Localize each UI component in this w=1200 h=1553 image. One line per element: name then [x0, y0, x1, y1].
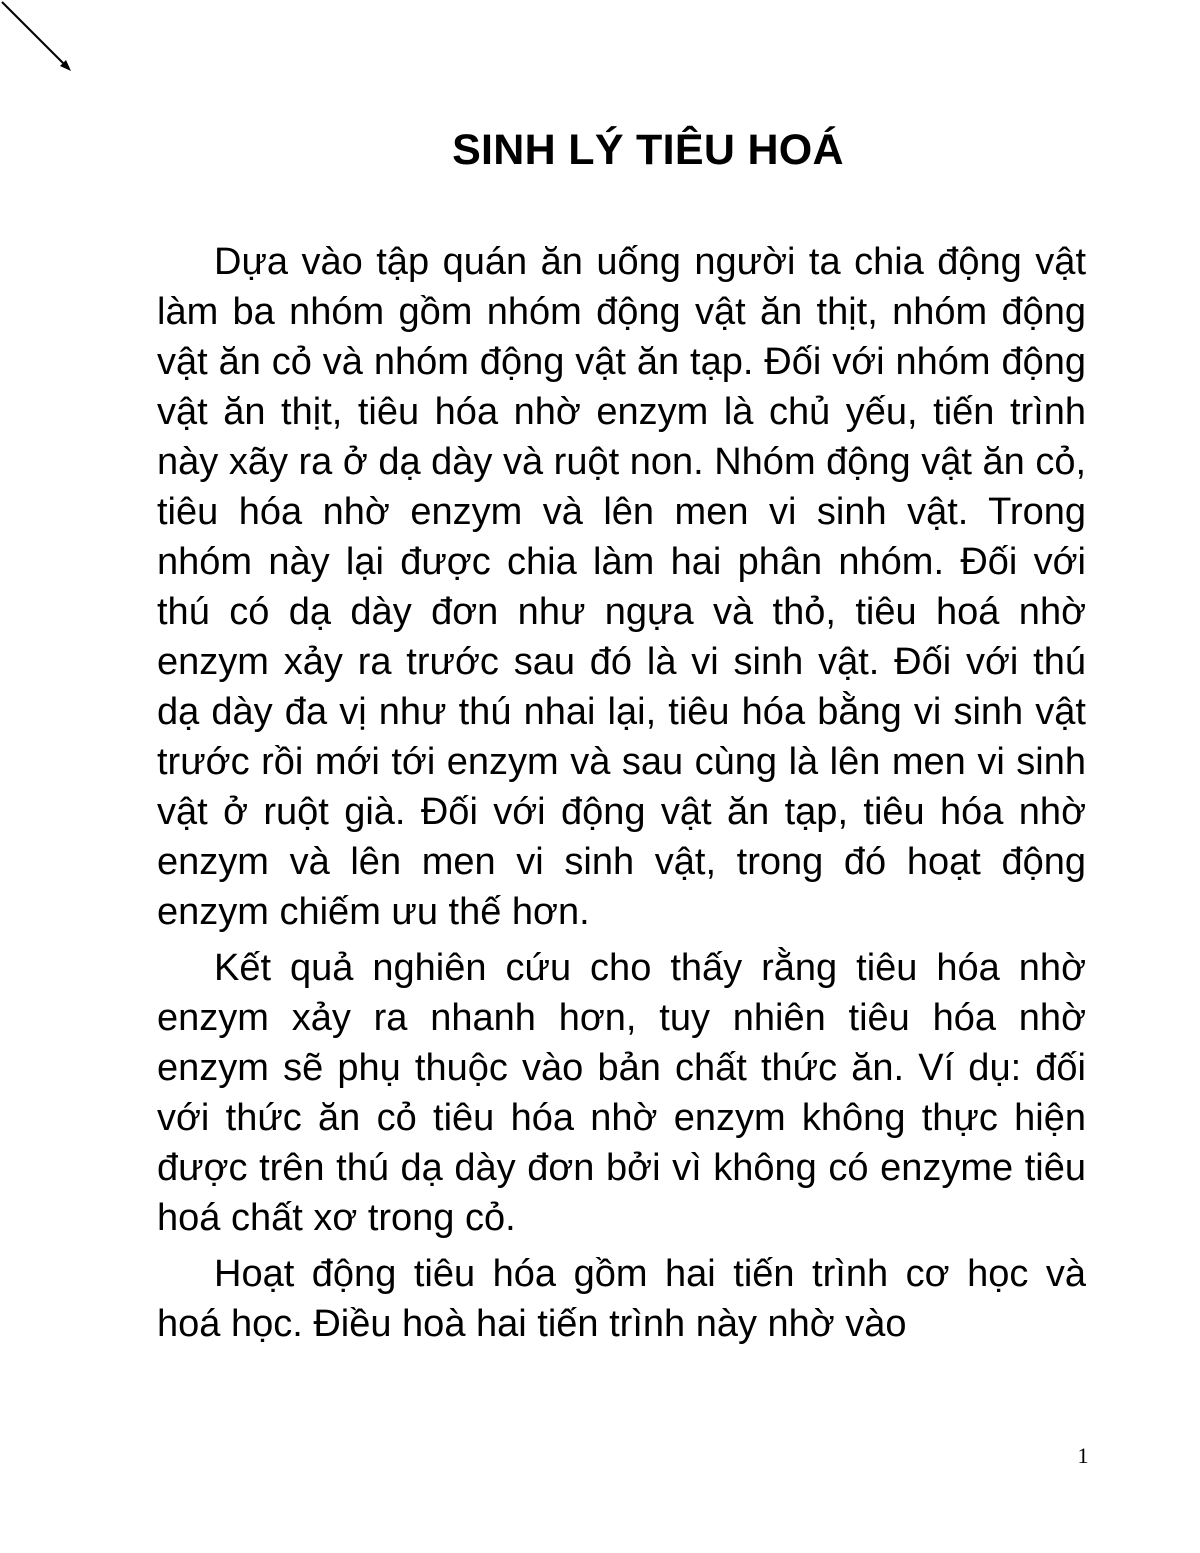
- body-text: [157, 237, 1086, 1355]
- diagonal-arrow-icon: [0, 0, 80, 80]
- paragraph-2: Kết quả nghiên cứu cho thấy rằng tiêu hóa nhờ enzym xảy ra nhanh hơn, tuy nhiên tiêu hóa nhờ enzym sẽ phụ thuộc vào bản chất thức ăn. Ví dụ: đối với thức ăn cỏ tiêu hóa nhờ enzym không thực hiện được trên thú dạ dày đơn bởi vì không có enzyme tiêu hoá chất xơ trong cỏ.: [157, 947, 1086, 1239]
- paragraph-1: Dựa vào tập quán ăn uống người ta chia động vật làm ba nhóm gồm nhóm động vật ăn thịt, nhóm động vật ăn cỏ và nhóm động vật ăn tạp. Đối với nhóm động vật ăn thịt, tiêu hóa nhờ enzym là chủ yếu, tiến trình này xãy ra ở dạ dày và ruột non. Nhóm động vật ăn cỏ, tiêu hóa nhờ enzym và lên men vi sinh vật. Trong nhóm này lại được chia làm hai phân nhóm. Đối với thú có dạ dày đơn như ngựa và thỏ, tiêu hoá nhờ enzym xảy ra trước sau đó là vi sinh vật. Đối với thú dạ dày đa vị như thú nhai lại, tiêu hóa bằng vi sinh vật trước rồi mới tới enzym và sau cùng là lên men vi sinh vật ở ruột già. Đối với động vật ăn tạp, tiêu hóa nhờ enzym và lên men vi sinh vật, trong đó hoạt động enzym chiếm ưu thế hơn.: [157, 241, 1087, 933]
- page-number: 1: [1077, 1443, 1089, 1468]
- paragraph-3: Hoạt động tiêu hóa gồm hai tiến trình cơ học và hoá học. Điều hoà hai tiến trình này nhờ vào: [157, 1253, 1086, 1345]
- page-title: SINH LÝ TIÊU HOÁ: [452, 126, 844, 174]
